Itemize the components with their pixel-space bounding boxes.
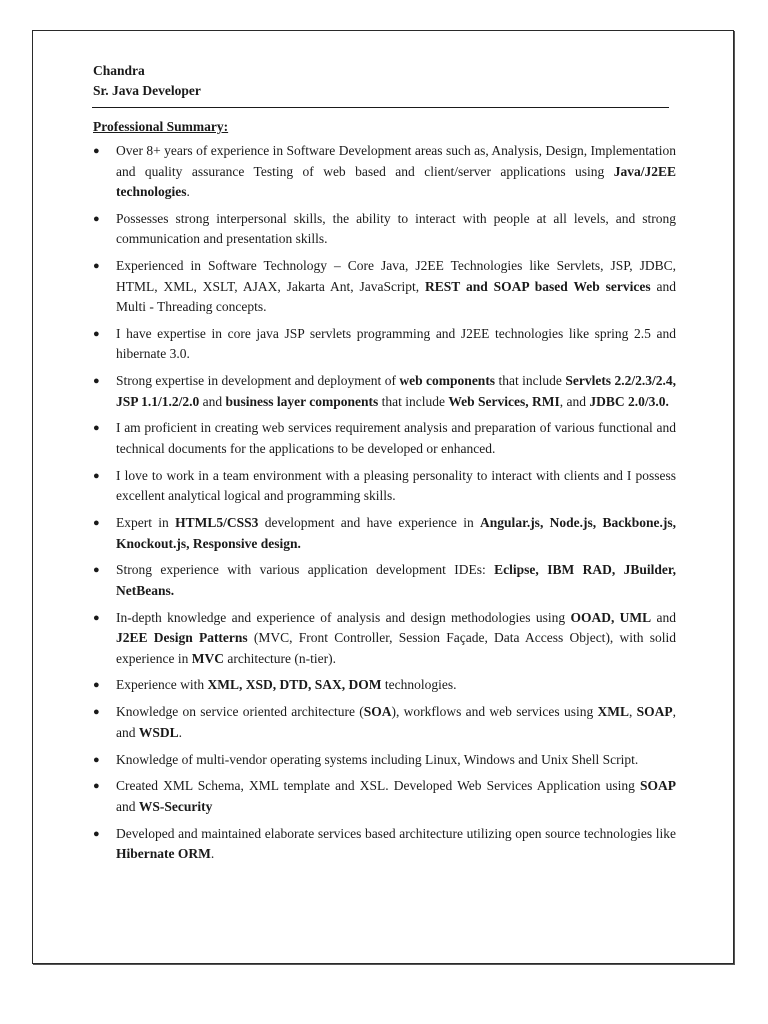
summary-item-text: that include	[495, 373, 566, 389]
resume-header	[93, 61, 201, 101]
summary-item-bold-text: Hibernate ORM	[116, 846, 211, 862]
summary-item-text: that include	[378, 393, 449, 409]
summary-item-bold-text: web components	[399, 373, 496, 389]
summary-item-text: .	[210, 846, 215, 862]
summary-item	[93, 776, 676, 817]
bullet-icon: ●	[93, 212, 100, 225]
summary-item-text: development and have experience in	[258, 515, 481, 531]
resume-page	[32, 30, 734, 964]
summary-item	[93, 608, 676, 670]
section-heading-professional-summary: Professional Summary:	[93, 119, 229, 134]
summary-item-text: and	[199, 393, 226, 409]
summary-item-bold-text: SOAP	[639, 778, 676, 794]
bullet-icon: ●	[93, 679, 100, 692]
bullet-icon: ●	[93, 422, 100, 435]
bullet-icon: ●	[93, 145, 100, 157]
bullet-icon: ●	[93, 827, 100, 840]
summary-item	[93, 209, 676, 250]
summary-item	[93, 324, 676, 365]
summary-item-bold-text: WSDL	[138, 724, 179, 740]
summary-item-text: ), workflows and web services using	[391, 704, 598, 720]
summary-item-bold-text: Servlets 2.2/2.3/2.4, JSP 1.1/1.2/2.0	[116, 373, 676, 409]
summary-item-text: In-depth knowledge and experience of analysis and design methodologies using	[116, 609, 571, 625]
candidate-name: Chandra	[93, 63, 145, 78]
summary-item-bold-text: XML, XSD, DTD, SAX, DOM	[207, 677, 382, 693]
summary-item-text: (MVC, Front Controller, Session Façade, Data Access Object), with solid experience in	[116, 630, 676, 666]
summary-item-text: and	[116, 798, 139, 814]
bullet-icon: ●	[93, 753, 100, 766]
summary-item-bold-text: HTML5/CSS3	[175, 515, 259, 531]
bullet-icon: ●	[93, 564, 100, 577]
summary-item	[93, 824, 676, 865]
summary-item-text: Expert in	[116, 515, 176, 531]
summary-item-bold-text: XML	[597, 704, 629, 720]
summary-item-text: technologies.	[381, 677, 457, 693]
summary-item-text: .	[178, 724, 183, 740]
summary-item-bold-text: J2EE Design Patterns	[116, 630, 248, 646]
bullet-icon: ●	[93, 611, 100, 624]
summary-item-bold-text: OOAD, UML	[570, 609, 652, 625]
summary-item-text: I love to work in a team environment with a pleasing personality to interact with clients and I possess excellent analytical logical and programming skills.	[116, 467, 676, 504]
summary-item	[93, 513, 676, 554]
summary-item-bold-text: Eclipse, IBM RAD, JBuilder, NetBeans.	[116, 562, 676, 598]
summary-item-text: Strong experience with various application development IDEs:	[116, 562, 495, 578]
bullet-icon: ●	[93, 780, 100, 793]
summary-item	[93, 560, 676, 601]
summary-item-text: Created XML Schema, XML template and XSL. Developed Web Services Application using	[116, 778, 640, 794]
summary-item-text: .	[186, 184, 190, 199]
summary-item-bold-text: WS-Security	[138, 798, 213, 814]
summary-item-text: Over 8+ years of experience in Software Development areas such as, Analysis, Design, Implementation and quality assurance Testing of web based and client/server applications using	[116, 143, 676, 179]
header-divider	[92, 107, 669, 108]
summary-item-bold-text: business layer components	[225, 393, 379, 409]
summary-item	[93, 371, 676, 412]
summary-item	[93, 466, 676, 507]
bullet-icon: ●	[93, 375, 100, 388]
summary-item-bold-text: Angular.js, Node.js, Backbone.js, Knockout.js, Responsive design.	[116, 515, 676, 551]
summary-item-text: and	[651, 609, 676, 625]
summary-item-bold-text: Web Services, RMI	[448, 393, 560, 409]
summary-item-text: I am proficient in creating web services requirement analysis and preparation of various functional and technical documents for the applications to be developed or enhanced.	[116, 420, 676, 456]
summary-item-text: Knowledge of multi-vendor operating systems including Linux, Windows and Unix Shell Script.	[116, 751, 639, 767]
bullet-icon: ●	[93, 327, 100, 340]
professional-summary-list	[93, 141, 676, 871]
summary-item-text: ,	[628, 704, 637, 720]
summary-item	[93, 418, 676, 459]
summary-item-bold-text: MVC	[191, 650, 224, 666]
summary-item	[93, 141, 676, 203]
bullet-icon: ●	[93, 469, 100, 482]
summary-item	[93, 702, 676, 743]
summary-item-text: and Multi - Threading concepts.	[116, 278, 677, 315]
summary-item-bold-text: JDBC 2.0/3.0.	[589, 393, 669, 409]
summary-item	[93, 256, 676, 318]
summary-item-text: architecture (n-tier).	[223, 650, 337, 666]
summary-item-text: Experienced in Software Technology – Core Java, J2EE Technologies like Servlets, JSP, JDBC, HTML, XML, XSLT, AJAX, Jakarta Ant, JavaScript,	[116, 258, 676, 294]
summary-item-text: Possesses strong interpersonal skills, the ability to interact with people at all levels, and strong communication and presentation skills.	[116, 210, 676, 247]
summary-item-text: Strong expertise in development and deployment of	[116, 373, 400, 389]
summary-item-bold-text: SOAP	[636, 704, 673, 720]
summary-item	[93, 750, 676, 771]
summary-item-text: I have expertise in core java JSP servlets programming and J2EE technologies like spring 2.5 and hibernate 3.0.	[116, 325, 676, 362]
summary-item	[93, 675, 676, 696]
bullet-icon: ●	[93, 517, 100, 530]
bullet-icon: ●	[93, 706, 100, 719]
summary-item-text: Developed and maintained elaborate services based architecture utilizing open source technologies like	[116, 825, 676, 841]
bullet-icon: ●	[93, 260, 100, 273]
candidate-title: Sr. Java Developer	[93, 83, 201, 98]
summary-item-text: Knowledge on service oriented architecture (	[116, 704, 364, 720]
summary-item-text: , and	[116, 704, 677, 740]
summary-item-bold-text: REST and SOAP based Web services	[425, 278, 651, 294]
summary-item-bold-text: Java/J2EE technologies	[116, 163, 676, 199]
summary-item-text: , and	[559, 393, 590, 409]
summary-item-text: Experience with	[116, 677, 208, 693]
summary-item-bold-text: SOA	[363, 704, 392, 720]
